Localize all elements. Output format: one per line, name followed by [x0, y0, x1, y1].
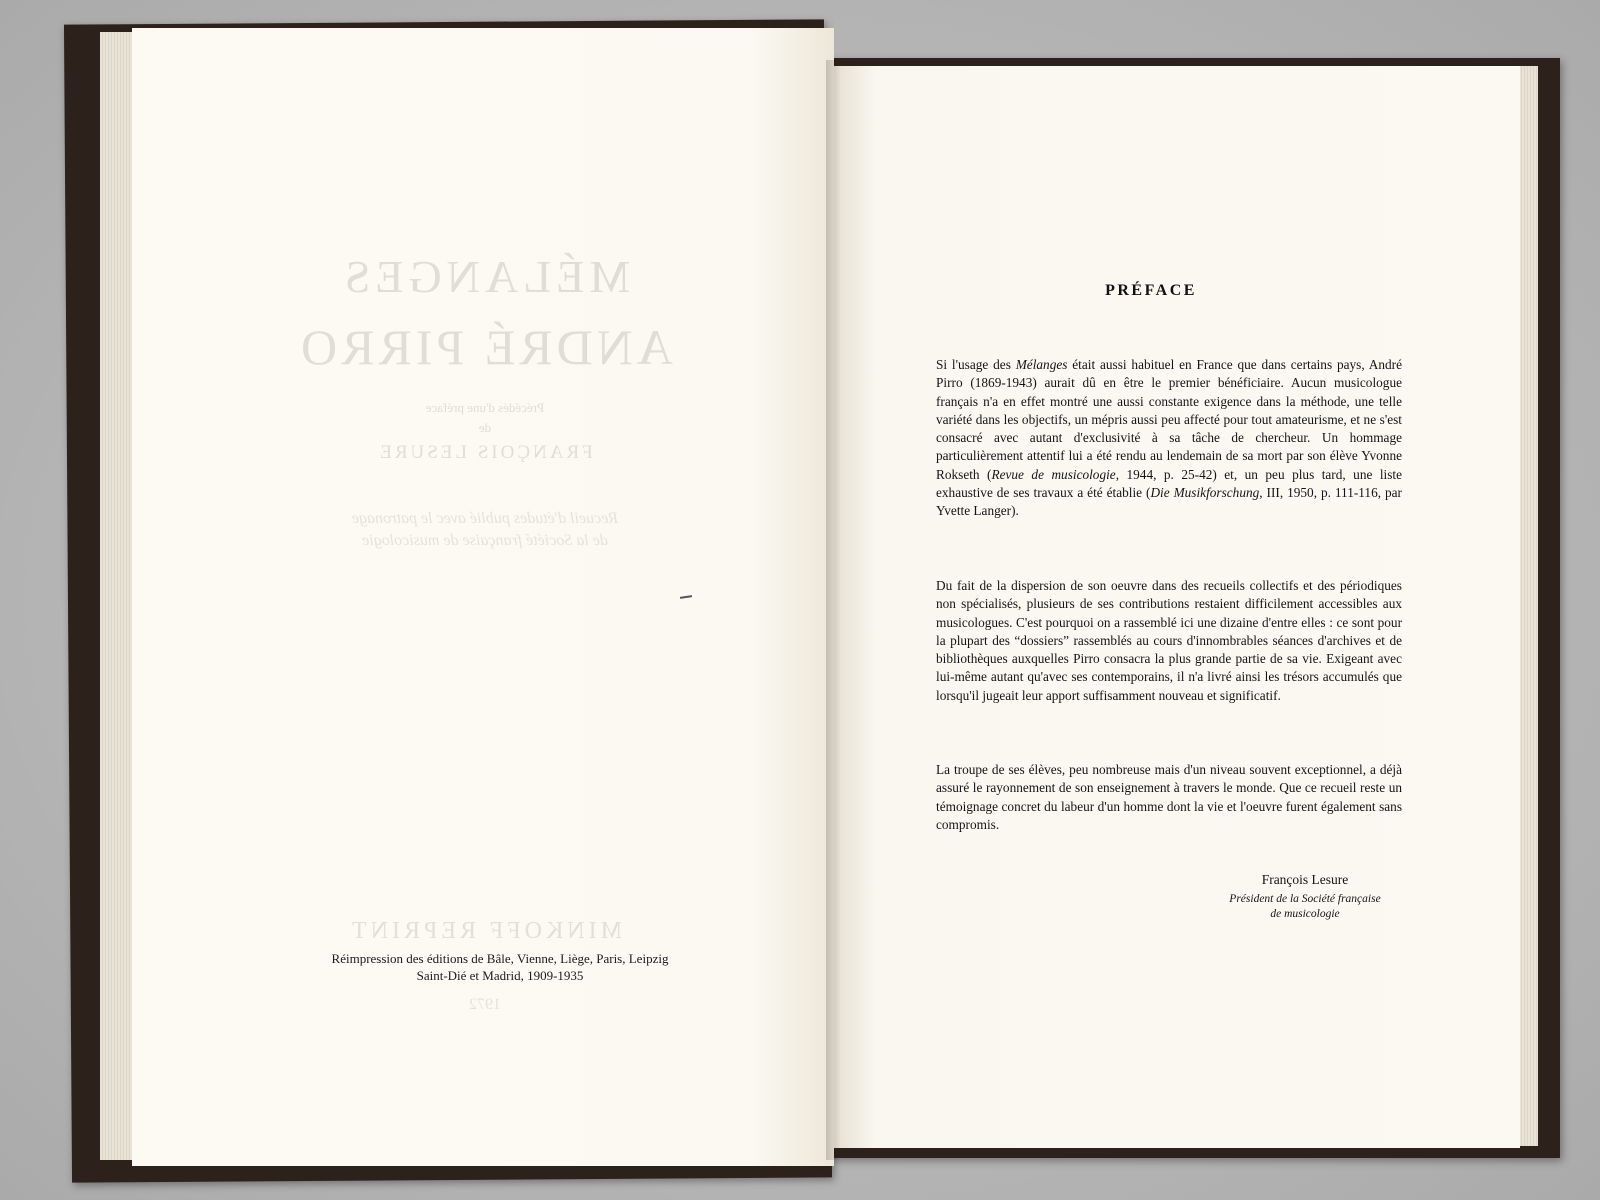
- ghost-line2: de la Société française de musicologie: [362, 532, 608, 549]
- ghost-publisher: MINKOFF REPRINT: [347, 918, 623, 944]
- ghost-year: 1972: [469, 996, 501, 1013]
- ghost-line1: Recueil d'études publié avec le patronage: [351, 510, 619, 527]
- p1-italic-revue: Revue de musicologie: [991, 466, 1116, 482]
- p1-text-a: Si l'usage des: [936, 357, 1016, 372]
- show-through-text: [140, 240, 830, 1020]
- signature-role-line-2: de musicologie: [1270, 908, 1340, 920]
- p1-text-d: , III, 1950, p. 111-116, par Yvette Langer).: [936, 485, 1402, 519]
- signature-role: [1175, 892, 1435, 922]
- reprint-note: [300, 950, 700, 984]
- signature-name: François Lesure: [1261, 872, 1349, 887]
- preface-paragraph-3: La troupe de ses élèves, peu nombreuse mais d'un niveau souvent exceptionnel, a déjà assuré le rayonnement de son enseignement à travers le monde. Que ce recueil reste un témoignage concret du labeur d'un homme dont la vie et l'oeuvre furent également sans compromis.: [936, 762, 1402, 832]
- reprint-line-2: Saint-Dié et Madrid, 1909-1935: [416, 968, 584, 983]
- preface-paragraph-2: Du fait de la dispersion de son oeuvre dans des recueils collectifs et des périodiques non spécialisés, plusieurs de ses contributions restaient difficilement accessibles aux musicologues. C'est pourquoi on a rassemblé ici une dizaine d'entre elles : ce sont pour la plupart des “dossiers” rassemblés au cours d'innombrables séances d'archives et de bibliothèques auxquelles Pirro consacra la plus grande partie de sa vie. Exigeant avec lui-même autant qu'avec ses contemporains, il n'a livré ainsi les trésors accumulés que lorsqu'il jugeait leur apport suffisamment nouveau et significatif.: [936, 578, 1402, 703]
- p1-text-c: , 1944, p. 25-42) et, un peu plus tard, une liste exhaustive de ses travaux a été établie (: [936, 466, 1403, 501]
- signature-role-line-1: Président de la Société française: [1229, 893, 1381, 905]
- ghost-preceded: Précédés d'une préface: [425, 400, 545, 415]
- p1-text-b: était aussi habituel en France que dans certains pays, André Pirro (1869-1943) aurait dû en être le premier bénéficiaire. Aucun musicologue français n'a en effet montré une aussi constante exigence dans la méthode, une telle variété dans les objectifs, un mépris aussi peu affecté pour tout amateurisme, et ne s'est consacré avec autant d'exclusivité à sa tâche de chercheur. Un hommage particulièrement attentif lui a été rendu au lendemain de sa mort par son élève Yvonne Rokseth (: [936, 357, 1402, 482]
- p1-italic-musikforschung: Die Musikforschung: [1150, 485, 1260, 501]
- ghost-title: MÉLANGES: [339, 251, 631, 302]
- ghost-subtitle: ANDRÉ PIRRO: [297, 319, 673, 375]
- ghost-de: de: [478, 420, 492, 435]
- reprint-line-1: Réimpression des éditions de Bâle, Vienne, Liège, Paris, Leipzig: [331, 951, 669, 966]
- preface-paragraph-1: [936, 356, 1402, 521]
- preface-title: PRÉFACE: [1105, 282, 1197, 299]
- p1-italic-melanges: Mélanges: [1015, 357, 1068, 372]
- ghost-author: FRANÇOIS LESURE: [377, 442, 593, 463]
